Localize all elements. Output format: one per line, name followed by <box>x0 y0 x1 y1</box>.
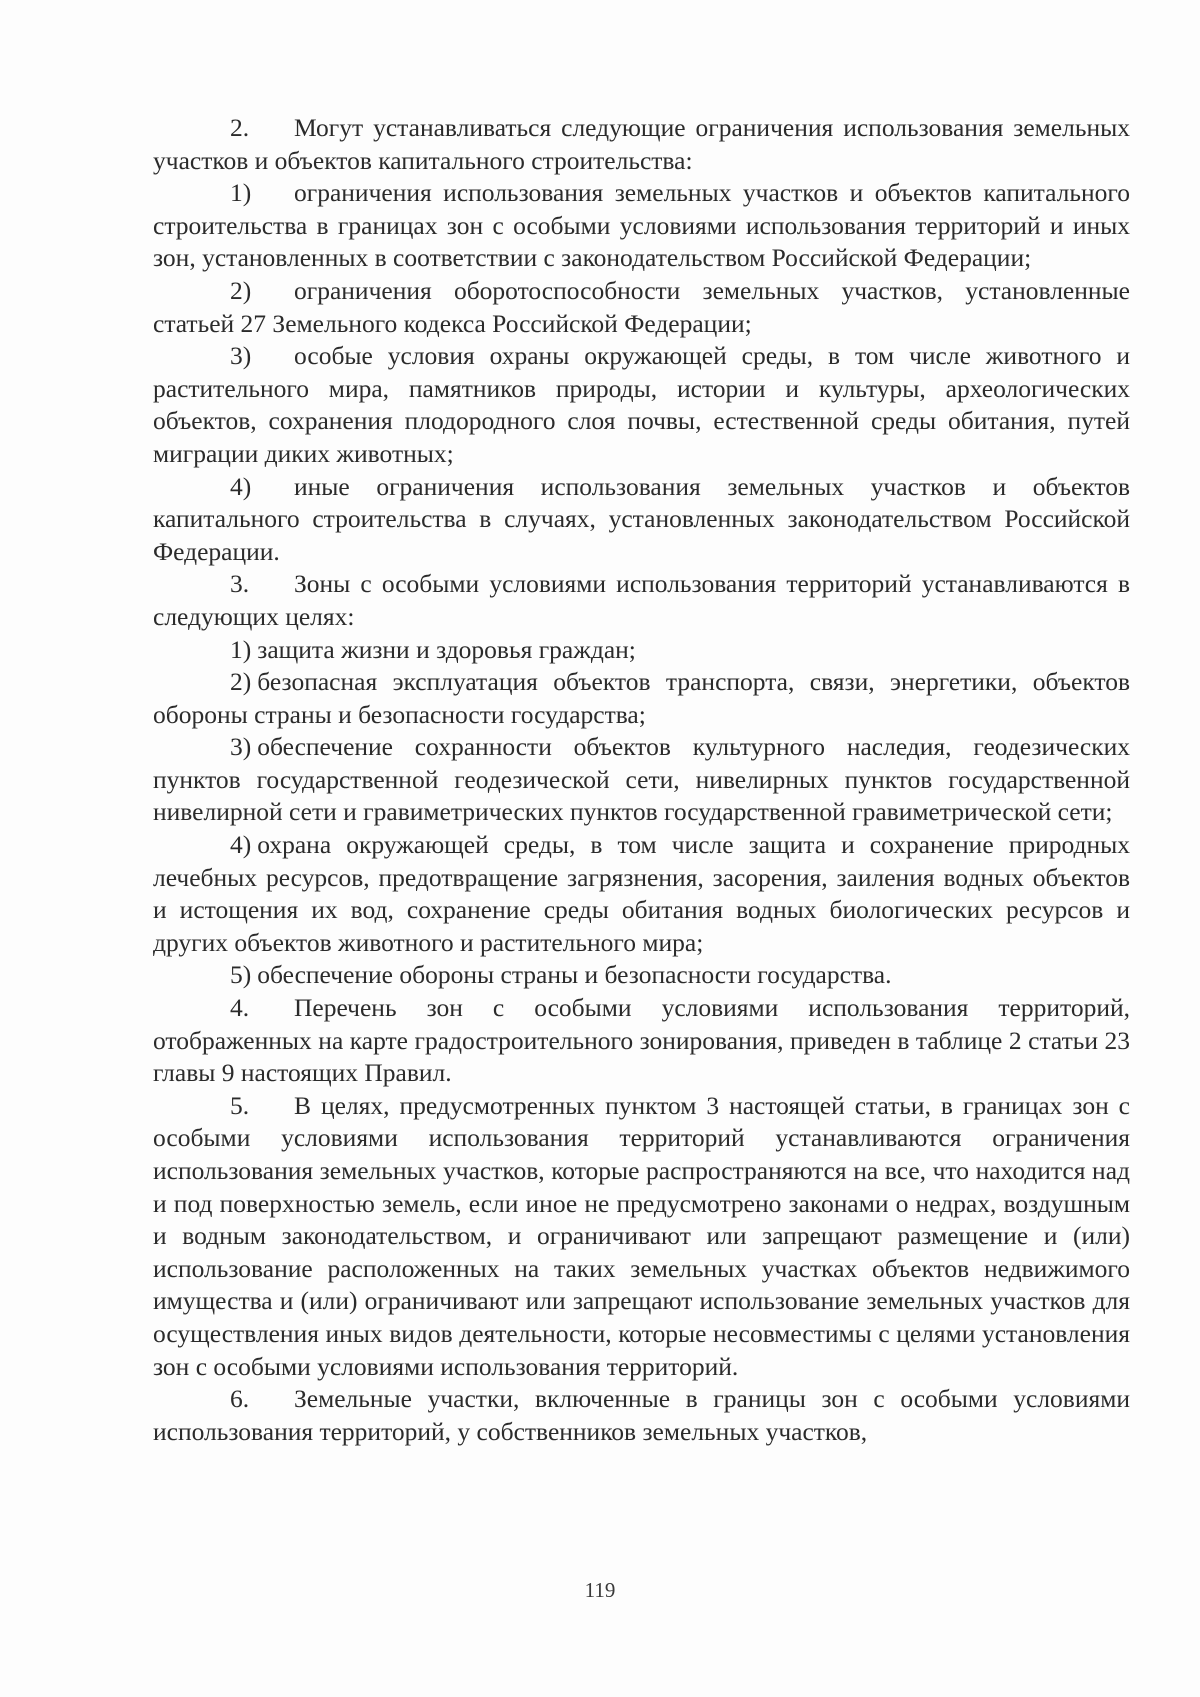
paragraph-marker: 3) <box>230 341 252 371</box>
paragraph <box>153 112 1130 177</box>
paragraph-text: ограничения использования земельных участков и объектов капитального строительства в границах зон с особыми условиями использования территорий и иных зон, установленных в соответствии с законодательством Российской Федерации; <box>153 178 1130 273</box>
paragraph-text: защита жизни и здоровья граждан; <box>257 634 636 664</box>
paragraph <box>153 1090 1130 1383</box>
paragraph-marker: 2) <box>230 275 252 305</box>
paragraph-text: особые условия охраны окружающей среды, в том числе животного и растительного мира, памятников природы, истории и культуры, археологических объектов, сохранения плодородного слоя почвы, естественной среды обитания, путей миграции диких животных; <box>153 341 1130 468</box>
paragraph-text: Зоны с особыми условиями использования территорий устанавливаются в следующих целях: <box>153 569 1130 631</box>
paragraph <box>153 568 1130 633</box>
paragraph-marker: 4) <box>230 830 252 860</box>
paragraph-text: В целях, предусмотренных пунктом 3 настоящей статьи, в границах зон с особыми условиями использования территорий устанавливаются ограничения использования земельных участков, которые распространяются на все, что находится над и под поверхностью земель, если иное не предусмотрено законами о недрах, воздушным и водным законодательством, и ограничивают или запрещают размещение и (или) использование расположенных на таких земельных участках объектов недвижимого имущества и (или) ограничивают или запрещают использование земельных участков для осуществления иных видов деятельности, которые несовместимы с целями установления зон с особыми условиями использования территорий. <box>153 1090 1130 1381</box>
paragraph-marker: 6. <box>230 1384 250 1414</box>
paragraph <box>153 666 1130 731</box>
paragraph <box>153 177 1130 275</box>
paragraph-marker: 2) <box>230 667 252 697</box>
page-number: 119 <box>584 1578 616 1602</box>
paragraph-text: Могут устанавливаться следующие ограничения использования земельных участков и объектов капитального строительства: <box>153 113 1130 175</box>
paragraph-text: безопасная эксплуатация объектов транспорта, связи, энергетики, объектов обороны страны и безопасности государства; <box>153 667 1130 729</box>
paragraph-text: иные ограничения использования земельных участков и объектов капитального строительства в случаях, установленных законодательством Российской Федерации. <box>153 471 1130 566</box>
paragraph <box>153 275 1130 340</box>
paragraph <box>153 829 1130 959</box>
document-body <box>153 112 1130 1448</box>
paragraph-text: Перечень зон с особыми условиями использования территорий, отображенных на карте градостроительного зонирования, приведен в таблице 2 статьи 23 главы 9 настоящих Правил. <box>153 993 1130 1088</box>
paragraph-marker: 3) <box>230 732 252 762</box>
paragraph-marker: 3. <box>230 569 250 599</box>
paragraph <box>153 471 1130 569</box>
paragraph-text: обеспечение сохранности объектов культурного наследия, геодезических пунктов государственной геодезической сети, нивелирных пунктов государственной нивелирной сети и гравиметрических пунктов государственной гравиметрической сети; <box>153 732 1130 827</box>
paragraph-marker: 1) <box>230 178 252 208</box>
paragraph-text: обеспечение обороны страны и безопасности государства. <box>257 960 892 990</box>
paragraph <box>153 340 1130 470</box>
paragraph <box>153 959 1130 992</box>
paragraph-marker: 1) <box>230 634 252 664</box>
paragraph <box>153 634 1130 667</box>
paragraph <box>153 1383 1130 1448</box>
paragraph <box>153 992 1130 1090</box>
paragraph-marker: 4) <box>230 471 252 501</box>
paragraph-text: охрана окружающей среды, в том числе защита и сохранение природных лечебных ресурсов, предотвращение загрязнения, засорения, заиления водных объектов и истощения их вод, сохранение среды обитания водных биологических ресурсов и других объектов животного и растительного мира; <box>153 830 1130 957</box>
paragraph-text: Земельные участки, включенные в границы зон с особыми условиями использования территорий, у собственников земельных участков, <box>153 1384 1130 1446</box>
paragraph-marker: 5) <box>230 960 252 990</box>
paragraph-marker: 5. <box>230 1090 250 1120</box>
paragraph-marker: 2. <box>230 113 250 142</box>
paragraph-marker: 4. <box>230 993 250 1023</box>
paragraph <box>153 731 1130 829</box>
paragraph-text: ограничения оборотоспособности земельных участков, установленные статьей 27 Земельного кодекса Российской Федерации; <box>153 275 1130 338</box>
